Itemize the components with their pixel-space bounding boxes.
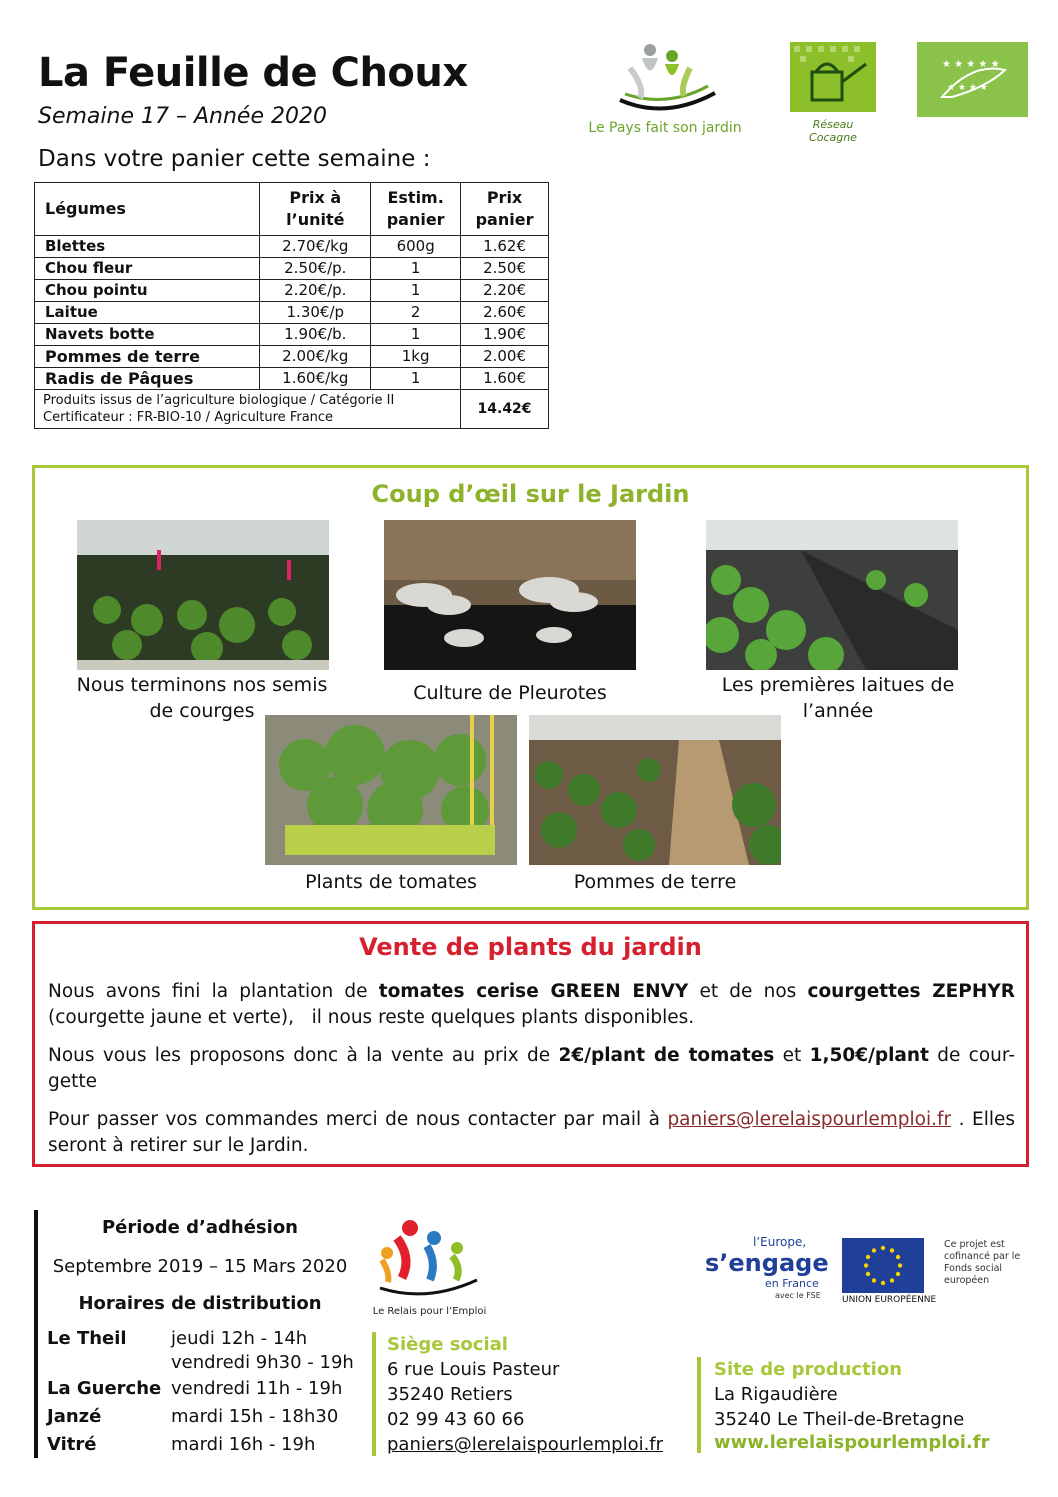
sale-heading: Vente de plants du jardin — [359, 933, 702, 961]
tomates-plants-image — [265, 715, 517, 865]
schedule-hours: jeudi 12h - 14h — [171, 1328, 308, 1349]
caption-tomates: Plants de tomates — [305, 871, 477, 893]
pays-jardin-emblem — [580, 38, 750, 118]
basket-price-cell: 2.60€ — [461, 302, 549, 324]
siege-email-link[interactable]: paniers@lerelaispourlemploi.fr — [387, 1434, 664, 1455]
siege-divider — [372, 1332, 376, 1456]
europe-line2: s’engage — [705, 1249, 829, 1277]
eu-organic-logo — [917, 42, 1028, 117]
europe-engage-logo — [705, 1235, 829, 1305]
sale-text: . Elles seront à retirer sur le Jardin. — [48, 1109, 1015, 1156]
col-header-unit-price: Prix à l’unité — [260, 183, 371, 236]
production-postcode: 35240 Le Theil-de-Bretagne — [714, 1409, 965, 1430]
eu-union-label: UNION EUROPÉENNE — [842, 1295, 937, 1305]
unit-price-cell: 1.60€/kg — [260, 368, 371, 390]
caption-pleurotes: Culture de Pleurotes — [413, 682, 607, 704]
table-row — [35, 346, 549, 368]
estimate-cell: 2 — [371, 302, 461, 324]
estimate-cell: 1 — [371, 324, 461, 346]
svg-text:★ ★ ★ ★ ★: ★ ★ ★ ★ ★ — [942, 59, 1000, 70]
cocagne-emblem — [790, 42, 876, 112]
tomato-price: 2€/plant de tomates — [558, 1045, 775, 1066]
pleurotes-image — [384, 520, 636, 670]
laitues-image — [706, 520, 958, 670]
cocagne-label: Réseau Cocagne — [809, 118, 857, 144]
veg-name-cell: Chou fleur — [35, 258, 260, 280]
table-footer-row — [35, 390, 549, 429]
europe-line4: avec le FSE — [775, 1291, 821, 1300]
schedule-hours: mardi 15h - 18h30 — [171, 1406, 339, 1427]
caption-laitues: Les premières laitues de l’année — [721, 674, 955, 722]
basket-total: 14.42€ — [461, 390, 549, 429]
schedule-hours: vendredi 9h30 - 19h — [171, 1352, 354, 1373]
sale-text: Pour passer vos commandes merci de nous contacter par mail à — [48, 1109, 668, 1130]
plant-sale-section — [32, 921, 1029, 1167]
certification-line: Produits issus de l’agriculture biologique / Catégorie II — [43, 393, 395, 408]
veg-name-cell: Laitue — [35, 302, 260, 324]
veg-name-cell: Radis de Pâques — [35, 368, 260, 390]
relais-emploi-logo — [372, 1218, 487, 1323]
watering-can-icon — [790, 42, 876, 112]
footer-left-divider — [34, 1210, 38, 1458]
estimate-cell: 1 — [371, 258, 461, 280]
veg-name-cell: Blettes — [35, 236, 260, 258]
reseau-cocagne-logo — [788, 42, 878, 144]
sale-paragraph-3 — [48, 1107, 1015, 1159]
table-row — [35, 324, 549, 346]
tomato-variety: tomates cerise GREEN ENVY — [378, 981, 689, 1002]
svg-text:★ ★ ★ ★: ★ ★ ★ ★ — [947, 83, 988, 93]
table-row — [35, 302, 549, 324]
page-subtitle: Semaine 17 – Année 2020 — [38, 104, 327, 129]
sale-text: Nous avons fini la plantation de — [48, 981, 379, 1002]
unit-price-cell: 2.50€/p. — [260, 258, 371, 280]
veg-name-cell: Chou pointu — [35, 280, 260, 302]
basket-price-cell: 1.90€ — [461, 324, 549, 346]
production-divider — [697, 1357, 701, 1453]
col-header-legumes: Légumes — [35, 183, 260, 236]
eu-stars-icon — [842, 1238, 924, 1293]
siege-postcode: 35240 Retiers — [387, 1384, 513, 1405]
page-title: La Feuille de Choux — [38, 50, 468, 96]
table-header-row — [35, 183, 549, 236]
sale-paragraph-2 — [48, 1043, 1015, 1095]
photo-courges — [77, 520, 329, 670]
europe-line3: en France — [765, 1277, 819, 1290]
caption-pommes: Pommes de terre — [573, 871, 737, 893]
pommes-de-terre-image — [529, 715, 781, 865]
basket-price-cell: 2.20€ — [461, 280, 549, 302]
unit-price-cell: 1.30€/p — [260, 302, 371, 324]
table-row — [35, 280, 549, 302]
table-body — [35, 236, 549, 429]
website-link[interactable]: www.lerelaispourlemploi.fr — [714, 1432, 990, 1453]
siege-title: Siège social — [387, 1334, 508, 1355]
table-row — [35, 258, 549, 280]
caption-courges: Nous terminons nos semis de courges — [76, 674, 328, 722]
basket-price-cell: 1.60€ — [461, 368, 549, 390]
unit-price-cell: 2.00€/kg — [260, 346, 371, 368]
order-email-link[interactable]: paniers@lerelaispourlemploi.fr — [667, 1109, 952, 1130]
sale-paragraph-1 — [48, 979, 1015, 1031]
relais-people-icon — [372, 1218, 487, 1303]
estimate-cell: 1 — [371, 280, 461, 302]
certifier-line: Certificateur : FR-BIO-10 / Agriculture France — [43, 410, 334, 425]
basket-price-cell: 1.62€ — [461, 236, 549, 258]
basket-heading: Dans votre panier cette semaine : — [38, 146, 431, 172]
schedule-city: La Guerche — [47, 1378, 162, 1399]
unit-price-cell: 2.20€/p. — [260, 280, 371, 302]
schedule-city: Vitré — [47, 1434, 97, 1455]
estimate-cell: 600g — [371, 236, 461, 258]
estimate-cell: 1 — [371, 368, 461, 390]
col-header-basket-price: Prix panier — [461, 183, 549, 236]
schedule-hours: mardi 16h - 19h — [171, 1434, 316, 1455]
basket-table — [34, 182, 549, 429]
basket-price-cell: 2.00€ — [461, 346, 549, 368]
sale-text: et de nos — [688, 981, 808, 1002]
hours-title: Horaires de distribution — [78, 1293, 322, 1314]
production-address-line: La Rigaudière — [714, 1384, 838, 1405]
courgette-variety: courgettes ZEPHYR — [807, 981, 1015, 1002]
basket-price-cell: 2.50€ — [461, 258, 549, 280]
veg-name-cell: Navets botte — [35, 324, 260, 346]
production-title: Site de production — [714, 1359, 903, 1380]
garden-section — [32, 465, 1029, 910]
relais-logo-label: Le Relais pour l’Emploi — [372, 1306, 487, 1317]
adhesion-title: Période d’adhésion — [101, 1217, 298, 1238]
schedule-city: Le Theil — [47, 1328, 127, 1349]
col-header-estimate: Estim. panier — [371, 183, 461, 236]
eu-flag-icon — [842, 1238, 924, 1293]
siege-phone: 02 99 43 60 66 — [387, 1409, 525, 1430]
siege-address-line: 6 rue Louis Pasteur — [387, 1359, 560, 1380]
sale-text: et — [774, 1045, 810, 1066]
unit-price-cell: 2.70€/kg — [260, 236, 371, 258]
sale-text: (courgette jaune et verte), il nous reste quelques plants disponibles. — [48, 1007, 695, 1028]
table-row — [35, 368, 549, 390]
schedule-city: Janzé — [47, 1406, 102, 1427]
europe-line1: l’Europe, — [753, 1235, 807, 1249]
photo-pleurotes — [384, 520, 636, 670]
sale-text: de cour-gette — [48, 1045, 1015, 1092]
table-row — [35, 236, 549, 258]
eu-organic-leaf-icon — [917, 42, 1028, 117]
estimate-cell: 1kg — [371, 346, 461, 368]
courges-seedlings-image — [77, 520, 329, 670]
pays-jardin-label: Le Pays fait son jardin — [588, 120, 742, 136]
adhesion-dates: Septembre 2019 – 15 Mars 2020 — [52, 1256, 348, 1277]
certification-note — [35, 390, 461, 429]
pays-jardin-logo — [580, 38, 750, 138]
eu-cofinance-note: Ce projet est cofinancé par le Fonds social européen — [944, 1239, 1021, 1286]
unit-price-cell: 1.90€/b. — [260, 324, 371, 346]
photo-pommes — [529, 715, 781, 865]
photo-laitues — [706, 520, 958, 670]
courgette-price: 1,50€/plant — [809, 1045, 929, 1066]
sale-text: Nous vous les proposons donc à la vente au prix de — [48, 1045, 559, 1066]
photo-tomates — [265, 715, 517, 865]
schedule-hours: vendredi 11h - 19h — [171, 1378, 343, 1399]
veg-name-cell: Pommes de terre — [35, 346, 260, 368]
garden-heading: Coup d’œil sur le Jardin — [371, 480, 690, 508]
